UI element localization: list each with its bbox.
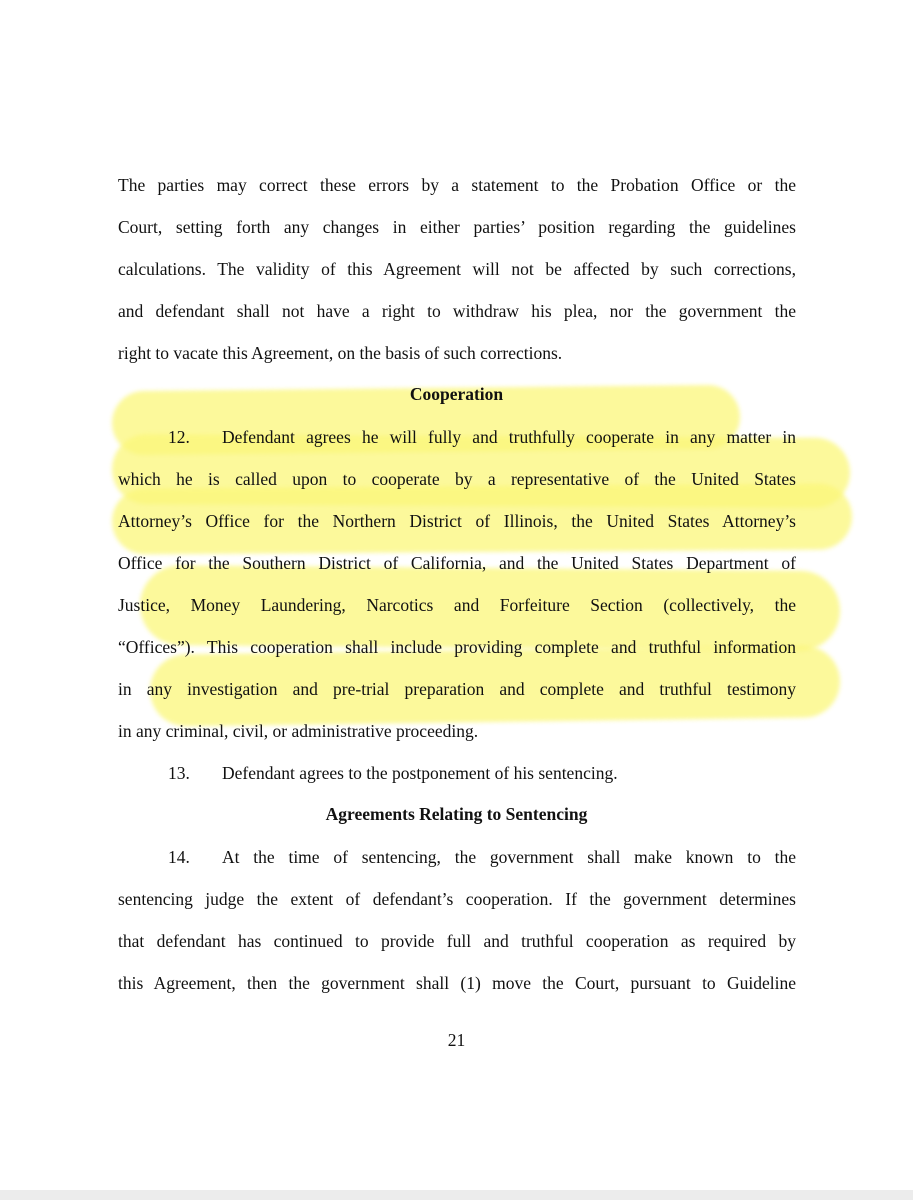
paragraph-11-line-3: calculations. The validity of this Agreement will not be affected by such corrections,: [118, 259, 796, 279]
paragraph-12-line-1: [168, 426, 796, 448]
page-bottom-edge: [0, 1190, 913, 1200]
paragraph-14-line-2: sentencing judge the extent of defendant’s cooperation. If the government determines: [118, 889, 796, 909]
paragraph-11-line-4: and defendant shall not have a right to withdraw his plea, nor the government the: [118, 301, 796, 321]
paragraph-12-line-3: Attorney’s Office for the Northern District of Illinois, the United States Attorney’s: [118, 511, 796, 531]
paragraph-13-number: 13.: [168, 763, 190, 783]
page-number: 21: [447, 1030, 466, 1050]
paragraph-12-line-2: which he is called upon to cooperate by a representative of the United States: [118, 469, 796, 489]
paragraph-14-line-3: that defendant has continued to provide full and truthful cooperation as required by: [118, 931, 796, 951]
paragraph-14-line-4: this Agreement, then the government shall (1) move the Court, pursuant to Guideline: [118, 973, 796, 993]
heading-cooperation: Cooperation: [409, 384, 504, 404]
paragraph-11-line-5: right to vacate this Agreement, on the basis of such corrections.: [118, 343, 563, 363]
paragraph-13-text: Defendant agrees to the postponement of his sentencing.: [222, 763, 618, 783]
paragraph-11-line-2: Court, setting forth any changes in either parties’ position regarding the guidelines: [118, 217, 796, 237]
paragraph-14-line-1: [168, 846, 796, 868]
paragraph-12-line-8: in any criminal, civil, or administrative proceeding.: [118, 721, 479, 741]
paragraph-12-line-7: in any investigation and pre-trial preparation and complete and truthful testimony: [118, 679, 796, 699]
paragraph-12-number: 12.: [168, 427, 190, 447]
paragraph-14-number: 14.: [168, 847, 190, 867]
paragraph-14-first-line: At the time of sentencing, the government shall make known to the: [222, 847, 796, 867]
heading-sentencing: Agreements Relating to Sentencing: [325, 804, 588, 824]
paragraph-12-line-5: Justice, Money Laundering, Narcotics and Forfeiture Section (collectively, the: [118, 595, 796, 615]
paragraph-12-first-line: Defendant agrees he will fully and truthfully cooperate in any matter in: [222, 427, 796, 447]
paragraph-12-line-4: Office for the Southern District of California, and the United States Department of: [118, 553, 796, 573]
paragraph-12-line-6: “Offices”). This cooperation shall include providing complete and truthful information: [118, 637, 796, 657]
paragraph-11-line-1: The parties may correct these errors by a statement to the Probation Office or the: [118, 175, 796, 195]
paragraph-13: [168, 762, 796, 784]
